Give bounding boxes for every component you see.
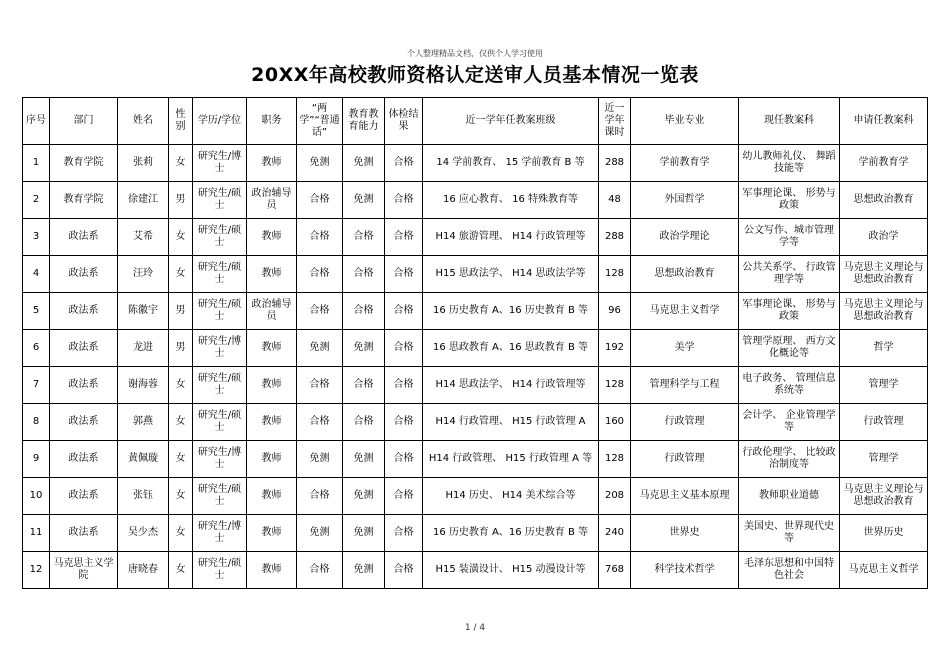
cell-classes: 16 应心教育、 16 特殊教育等: [423, 182, 599, 219]
col-header: 近一学年任教案班级: [423, 98, 599, 145]
table-row: [23, 367, 928, 404]
cell-degree: 研究生/硕士: [193, 293, 247, 330]
cell-medical: 合格: [385, 441, 423, 478]
table-row: [23, 293, 928, 330]
cell-hours: 48: [599, 182, 631, 219]
personnel-table: [22, 97, 928, 589]
cell-current-subject: 毛泽东思想和中国特色社会: [739, 552, 840, 589]
cell-medical: 合格: [385, 293, 423, 330]
cell-position: 教师: [247, 478, 297, 515]
cell-hours: 160: [599, 404, 631, 441]
cell-current-subject: 幼儿教师礼仪、 舞蹈技能等: [739, 145, 840, 182]
cell-classes: 14 学前教育、 15 学前教育 B 等: [423, 145, 599, 182]
col-header: 性别: [169, 98, 193, 145]
cell-major: 科学技术哲学: [631, 552, 739, 589]
cell-teaching-ability: 合格: [343, 256, 385, 293]
cell-gender: 女: [169, 219, 193, 256]
cell-degree: 研究生/硕士: [193, 552, 247, 589]
cell-name: 张钰: [118, 478, 169, 515]
cell-gender: 女: [169, 367, 193, 404]
table-row: [23, 441, 928, 478]
cell-classes: 16 历史教育 A、16 历史教育 B 等: [423, 293, 599, 330]
cell-current-subject: 管理学原理、 西方文化概论等: [739, 330, 840, 367]
cell-department: 政法系: [50, 367, 118, 404]
cell-hours: 240: [599, 515, 631, 552]
cell-gender: 女: [169, 515, 193, 552]
cell-teaching-ability: 免测: [343, 145, 385, 182]
cell-gender: 女: [169, 404, 193, 441]
cell-teaching-ability: 免测: [343, 330, 385, 367]
cell-current-subject: 电子政务、 管理信息系统等: [739, 367, 840, 404]
cell-mandarin: 合格: [297, 293, 343, 330]
cell-position: 教师: [247, 145, 297, 182]
cell-department: 政法系: [50, 515, 118, 552]
cell-teaching-ability: 合格: [343, 219, 385, 256]
cell-department: 政法系: [50, 441, 118, 478]
cell-position: 教师: [247, 515, 297, 552]
cell-department: 政法系: [50, 219, 118, 256]
cell-applied-subject: 马克思主义哲学: [840, 552, 928, 589]
cell-current-subject: 美国史、世界现代史等: [739, 515, 840, 552]
cell-major: 行政管理: [631, 441, 739, 478]
cell-major: 政治学理论: [631, 219, 739, 256]
cell-classes: H14 行政管理、 H15 行政管理 A: [423, 404, 599, 441]
cell-current-subject: 教师职业道德: [739, 478, 840, 515]
cell-position: 教师: [247, 404, 297, 441]
cell-medical: 合格: [385, 515, 423, 552]
cell-gender: 男: [169, 293, 193, 330]
cell-applied-subject: 哲学: [840, 330, 928, 367]
cell-degree: 研究生/硕士: [193, 367, 247, 404]
cell-current-subject: 会计学、 企业管理学等: [739, 404, 840, 441]
cell-classes: H15 装潢设计、 H15 动漫设计等: [423, 552, 599, 589]
cell-applied-subject: 行政管理: [840, 404, 928, 441]
cell-hours: 96: [599, 293, 631, 330]
cell-department: 教育学院: [50, 145, 118, 182]
cell-department: 政法系: [50, 404, 118, 441]
cell-major: 马克思主义基本原理: [631, 478, 739, 515]
cell-index: 9: [23, 441, 50, 478]
cell-major: 美学: [631, 330, 739, 367]
cell-major: 马克思主义哲学: [631, 293, 739, 330]
cell-name: 龙进: [118, 330, 169, 367]
table-body: [23, 145, 928, 589]
table-row: [23, 478, 928, 515]
cell-hours: 128: [599, 256, 631, 293]
cell-degree: 研究生/博士: [193, 330, 247, 367]
cell-position: 教师: [247, 367, 297, 404]
cell-name: 艾希: [118, 219, 169, 256]
cell-applied-subject: 管理学: [840, 367, 928, 404]
col-header: 姓名: [118, 98, 169, 145]
table-row: [23, 182, 928, 219]
cell-position: 政治辅导员: [247, 182, 297, 219]
table-row: [23, 515, 928, 552]
page-number: 1 / 4: [464, 623, 486, 633]
document-title: 20XX年高校教师资格认定送审人员基本情况一览表: [251, 64, 699, 86]
cell-hours: 288: [599, 145, 631, 182]
cell-hours: 768: [599, 552, 631, 589]
cell-teaching-ability: 免测: [343, 441, 385, 478]
cell-classes: H14 思政法学、 H14 行政管理等: [423, 367, 599, 404]
cell-applied-subject: 马克思主义理论与思想政治教育: [840, 256, 928, 293]
cell-degree: 研究生/硕士: [193, 404, 247, 441]
cell-name: 黄佩璇: [118, 441, 169, 478]
cell-name: 郭燕: [118, 404, 169, 441]
cell-index: 6: [23, 330, 50, 367]
cell-index: 3: [23, 219, 50, 256]
cell-name: 谢海蓉: [118, 367, 169, 404]
cell-gender: 女: [169, 256, 193, 293]
cell-gender: 女: [169, 552, 193, 589]
col-header: 毕业专业: [631, 98, 739, 145]
col-header: 学历/学位: [193, 98, 247, 145]
cell-index: 10: [23, 478, 50, 515]
cell-hours: 128: [599, 367, 631, 404]
table-row: [23, 145, 928, 182]
cell-medical: 合格: [385, 330, 423, 367]
cell-name: 唐晓春: [118, 552, 169, 589]
cell-degree: 研究生/硕士: [193, 256, 247, 293]
col-header: 部门: [50, 98, 118, 145]
cell-degree: 研究生/硕士: [193, 182, 247, 219]
cell-mandarin: 免测: [297, 145, 343, 182]
cell-classes: H14 历史、 H14 美术综合等: [423, 478, 599, 515]
cell-applied-subject: 马克思主义理论与思想政治教育: [840, 478, 928, 515]
cell-index: 2: [23, 182, 50, 219]
cell-hours: 208: [599, 478, 631, 515]
cell-mandarin: 合格: [297, 256, 343, 293]
cell-applied-subject: 政治学: [840, 219, 928, 256]
cell-name: 汪玲: [118, 256, 169, 293]
cell-gender: 女: [169, 478, 193, 515]
cell-gender: 女: [169, 145, 193, 182]
col-header: 近一学年课时: [599, 98, 631, 145]
cell-current-subject: 行政伦理学、 比较政治制度等: [739, 441, 840, 478]
table-row: [23, 404, 928, 441]
cell-mandarin: 免测: [297, 515, 343, 552]
cell-current-subject: 军事理论课、 形势与政策: [739, 293, 840, 330]
cell-classes: H14 旅游管理、 H14 行政管理等: [423, 219, 599, 256]
cell-teaching-ability: 合格: [343, 404, 385, 441]
cell-major: 世界史: [631, 515, 739, 552]
cell-applied-subject: 马克思主义理论与思想政治教育: [840, 293, 928, 330]
table-row: [23, 256, 928, 293]
cell-degree: 研究生/硕士: [193, 478, 247, 515]
cell-name: 陈徽宇: [118, 293, 169, 330]
cell-current-subject: 军事理论课、 形势与政策: [739, 182, 840, 219]
cell-mandarin: 合格: [297, 219, 343, 256]
col-header: 申请任教案科: [840, 98, 928, 145]
cell-degree: 研究生/博士: [193, 441, 247, 478]
cell-degree: 研究生/硕士: [193, 219, 247, 256]
cell-department: 政法系: [50, 256, 118, 293]
header-note: 个人整理精品文档，仅供个人学习使用: [407, 49, 543, 58]
cell-major: 管理科学与工程: [631, 367, 739, 404]
cell-medical: 合格: [385, 367, 423, 404]
cell-name: 吴少杰: [118, 515, 169, 552]
cell-index: 12: [23, 552, 50, 589]
cell-applied-subject: 学前教育学: [840, 145, 928, 182]
table-row: [23, 552, 928, 589]
table-header-row: [23, 98, 928, 145]
cell-classes: H15 思政法学、 H14 思政法学等: [423, 256, 599, 293]
cell-index: 5: [23, 293, 50, 330]
cell-medical: 合格: [385, 219, 423, 256]
cell-department: 政法系: [50, 293, 118, 330]
col-header: 教育教育能力: [343, 98, 385, 145]
cell-mandarin: 合格: [297, 367, 343, 404]
cell-teaching-ability: 免测: [343, 182, 385, 219]
cell-current-subject: 公共关系学、 行政管理学等: [739, 256, 840, 293]
cell-mandarin: 免测: [297, 330, 343, 367]
cell-name: 张莉: [118, 145, 169, 182]
cell-classes: H14 行政管理、 H15 行政管理 A 等: [423, 441, 599, 478]
table-row: [23, 330, 928, 367]
cell-department: 教育学院: [50, 182, 118, 219]
cell-teaching-ability: 免测: [343, 552, 385, 589]
cell-position: 政治辅导员: [247, 293, 297, 330]
cell-mandarin: 合格: [297, 404, 343, 441]
cell-hours: 128: [599, 441, 631, 478]
cell-major: 外国哲学: [631, 182, 739, 219]
cell-major: 行政管理: [631, 404, 739, 441]
col-header: 序号: [23, 98, 50, 145]
cell-gender: 男: [169, 330, 193, 367]
cell-position: 教师: [247, 219, 297, 256]
cell-gender: 女: [169, 441, 193, 478]
cell-medical: 合格: [385, 182, 423, 219]
cell-department: 马克思主义学院: [50, 552, 118, 589]
col-header: “两学”“普通话”: [297, 98, 343, 145]
col-header: 职务: [247, 98, 297, 145]
cell-hours: 288: [599, 219, 631, 256]
cell-teaching-ability: 合格: [343, 367, 385, 404]
cell-index: 7: [23, 367, 50, 404]
cell-classes: 16 历史教育 A、16 历史教育 B 等: [423, 515, 599, 552]
cell-medical: 合格: [385, 552, 423, 589]
cell-position: 教师: [247, 441, 297, 478]
cell-degree: 研究生/博士: [193, 145, 247, 182]
cell-teaching-ability: 免测: [343, 515, 385, 552]
cell-classes: 16 思政教育 A、16 思政教育 B 等: [423, 330, 599, 367]
cell-index: 4: [23, 256, 50, 293]
cell-mandarin: 免测: [297, 441, 343, 478]
cell-applied-subject: 世界历史: [840, 515, 928, 552]
cell-mandarin: 合格: [297, 182, 343, 219]
cell-medical: 合格: [385, 145, 423, 182]
cell-name: 徐建江: [118, 182, 169, 219]
cell-degree: 研究生/博士: [193, 515, 247, 552]
cell-major: 学前教育学: [631, 145, 739, 182]
col-header: 体检结果: [385, 98, 423, 145]
cell-current-subject: 公文写作、城市管理学等: [739, 219, 840, 256]
col-header: 现任教案科: [739, 98, 840, 145]
cell-position: 教师: [247, 330, 297, 367]
cell-medical: 合格: [385, 404, 423, 441]
cell-applied-subject: 管理学: [840, 441, 928, 478]
cell-index: 1: [23, 145, 50, 182]
cell-hours: 192: [599, 330, 631, 367]
cell-teaching-ability: 合格: [343, 293, 385, 330]
cell-mandarin: 合格: [297, 478, 343, 515]
cell-department: 政法系: [50, 330, 118, 367]
cell-department: 政法系: [50, 478, 118, 515]
cell-index: 11: [23, 515, 50, 552]
table-row: [23, 219, 928, 256]
cell-position: 教师: [247, 256, 297, 293]
cell-medical: 合格: [385, 478, 423, 515]
cell-applied-subject: 思想政治教育: [840, 182, 928, 219]
cell-gender: 男: [169, 182, 193, 219]
cell-mandarin: 合格: [297, 552, 343, 589]
cell-position: 教师: [247, 552, 297, 589]
cell-index: 8: [23, 404, 50, 441]
cell-medical: 合格: [385, 256, 423, 293]
cell-major: 思想政治教育: [631, 256, 739, 293]
cell-teaching-ability: 免测: [343, 478, 385, 515]
